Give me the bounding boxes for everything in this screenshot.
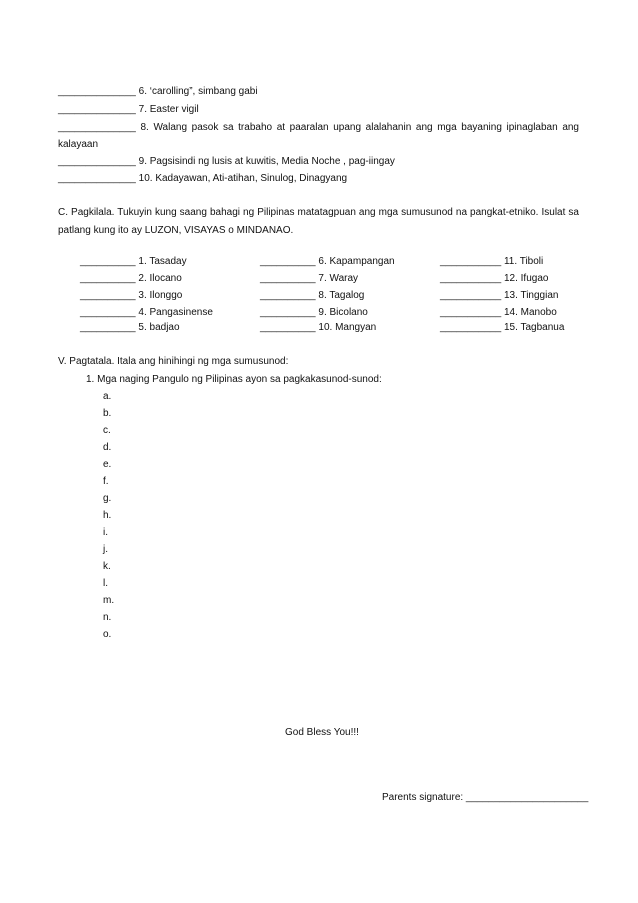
ethnic-item-1: __________ 1. Tasaday — [80, 256, 187, 267]
answer-letter-h: h. — [103, 510, 112, 521]
section-c-instruction: C. Pagkilala. Tukuyin kung saang bahagi ng Pilipinas matatagpuan ang mga sumusunod na pangkat-etniko. Isulat sa — [58, 207, 579, 218]
ethnic-item-6: __________ 6. Kapampangan — [260, 256, 395, 267]
parents-signature-line: Parents signature: ______________________ — [382, 792, 589, 803]
answer-letter-l: l. — [103, 578, 108, 589]
answer-letter-f: f. — [103, 476, 109, 487]
matching-item-8: ______________ 8. Walang pasok sa trabaho at paaralan upang alalahanin ang mga bayaning ipinaglaban ang — [58, 122, 579, 133]
matching-item-6: ______________ 6. ‘carolling”, simbang gabi — [58, 86, 258, 97]
answer-letter-c: c. — [103, 425, 111, 436]
ethnic-item-15: ___________ 15. Tagbanua — [440, 322, 565, 333]
matching-item-10: ______________ 10. Kadayawan, Ati-atihan, Sinulog, Dinagyang — [58, 173, 348, 184]
answer-letter-d: d. — [103, 442, 112, 453]
ethnic-item-11: ___________ 11. Tiboli — [440, 256, 544, 267]
ethnic-item-5: __________ 5. badjao — [80, 322, 180, 333]
section-v-question-1: 1. Mga naging Pangulo ng Pilipinas ayon sa pagkakasunod-sunod: — [86, 374, 382, 385]
ethnic-item-2: __________ 2. Ilocano — [80, 273, 182, 284]
matching-item-7: ______________ 7. Easter vigil — [58, 104, 199, 115]
answer-letter-n: n. — [103, 612, 112, 623]
section-c-instruction-continued: patlang kung ito ay LUZON, VISAYAS o MINDANAO. — [58, 225, 294, 236]
answer-letter-e: e. — [103, 459, 112, 470]
ethnic-item-12: ___________ 12. Ifugao — [440, 273, 549, 284]
ethnic-item-14: ___________ 14. Manobo — [440, 307, 557, 318]
section-v-heading: V. Pagtatala. Itala ang hinihingi ng mga sumusunod: — [58, 356, 289, 367]
ethnic-item-13: ___________ 13. Tinggian — [440, 290, 559, 301]
ethnic-item-3: __________ 3. Ilonggo — [80, 290, 183, 301]
ethnic-item-8: __________ 8. Tagalog — [260, 290, 365, 301]
ethnic-item-9: __________ 9. Bicolano — [260, 307, 368, 318]
matching-item-9: ______________ 9. Pagsisindi ng lusis at kuwitis, Media Noche , pag-iingay — [58, 156, 395, 167]
answer-letter-b: b. — [103, 408, 112, 419]
answer-letter-g: g. — [103, 493, 112, 504]
closing-blessing: God Bless You!!! — [285, 727, 359, 738]
answer-letter-j: j. — [103, 544, 108, 555]
ethnic-item-10: __________ 10. Mangyan — [260, 322, 377, 333]
ethnic-item-4: __________ 4. Pangasinense — [80, 307, 213, 318]
answer-letter-a: a. — [103, 391, 112, 402]
answer-letter-m: m. — [103, 595, 115, 606]
ethnic-item-7: __________ 7. Waray — [260, 273, 359, 284]
answer-letter-k: k. — [103, 561, 111, 572]
answer-letter-i: i. — [103, 527, 108, 538]
answer-letter-o: o. — [103, 629, 112, 640]
matching-item-8-continued: kalayaan — [58, 139, 99, 150]
